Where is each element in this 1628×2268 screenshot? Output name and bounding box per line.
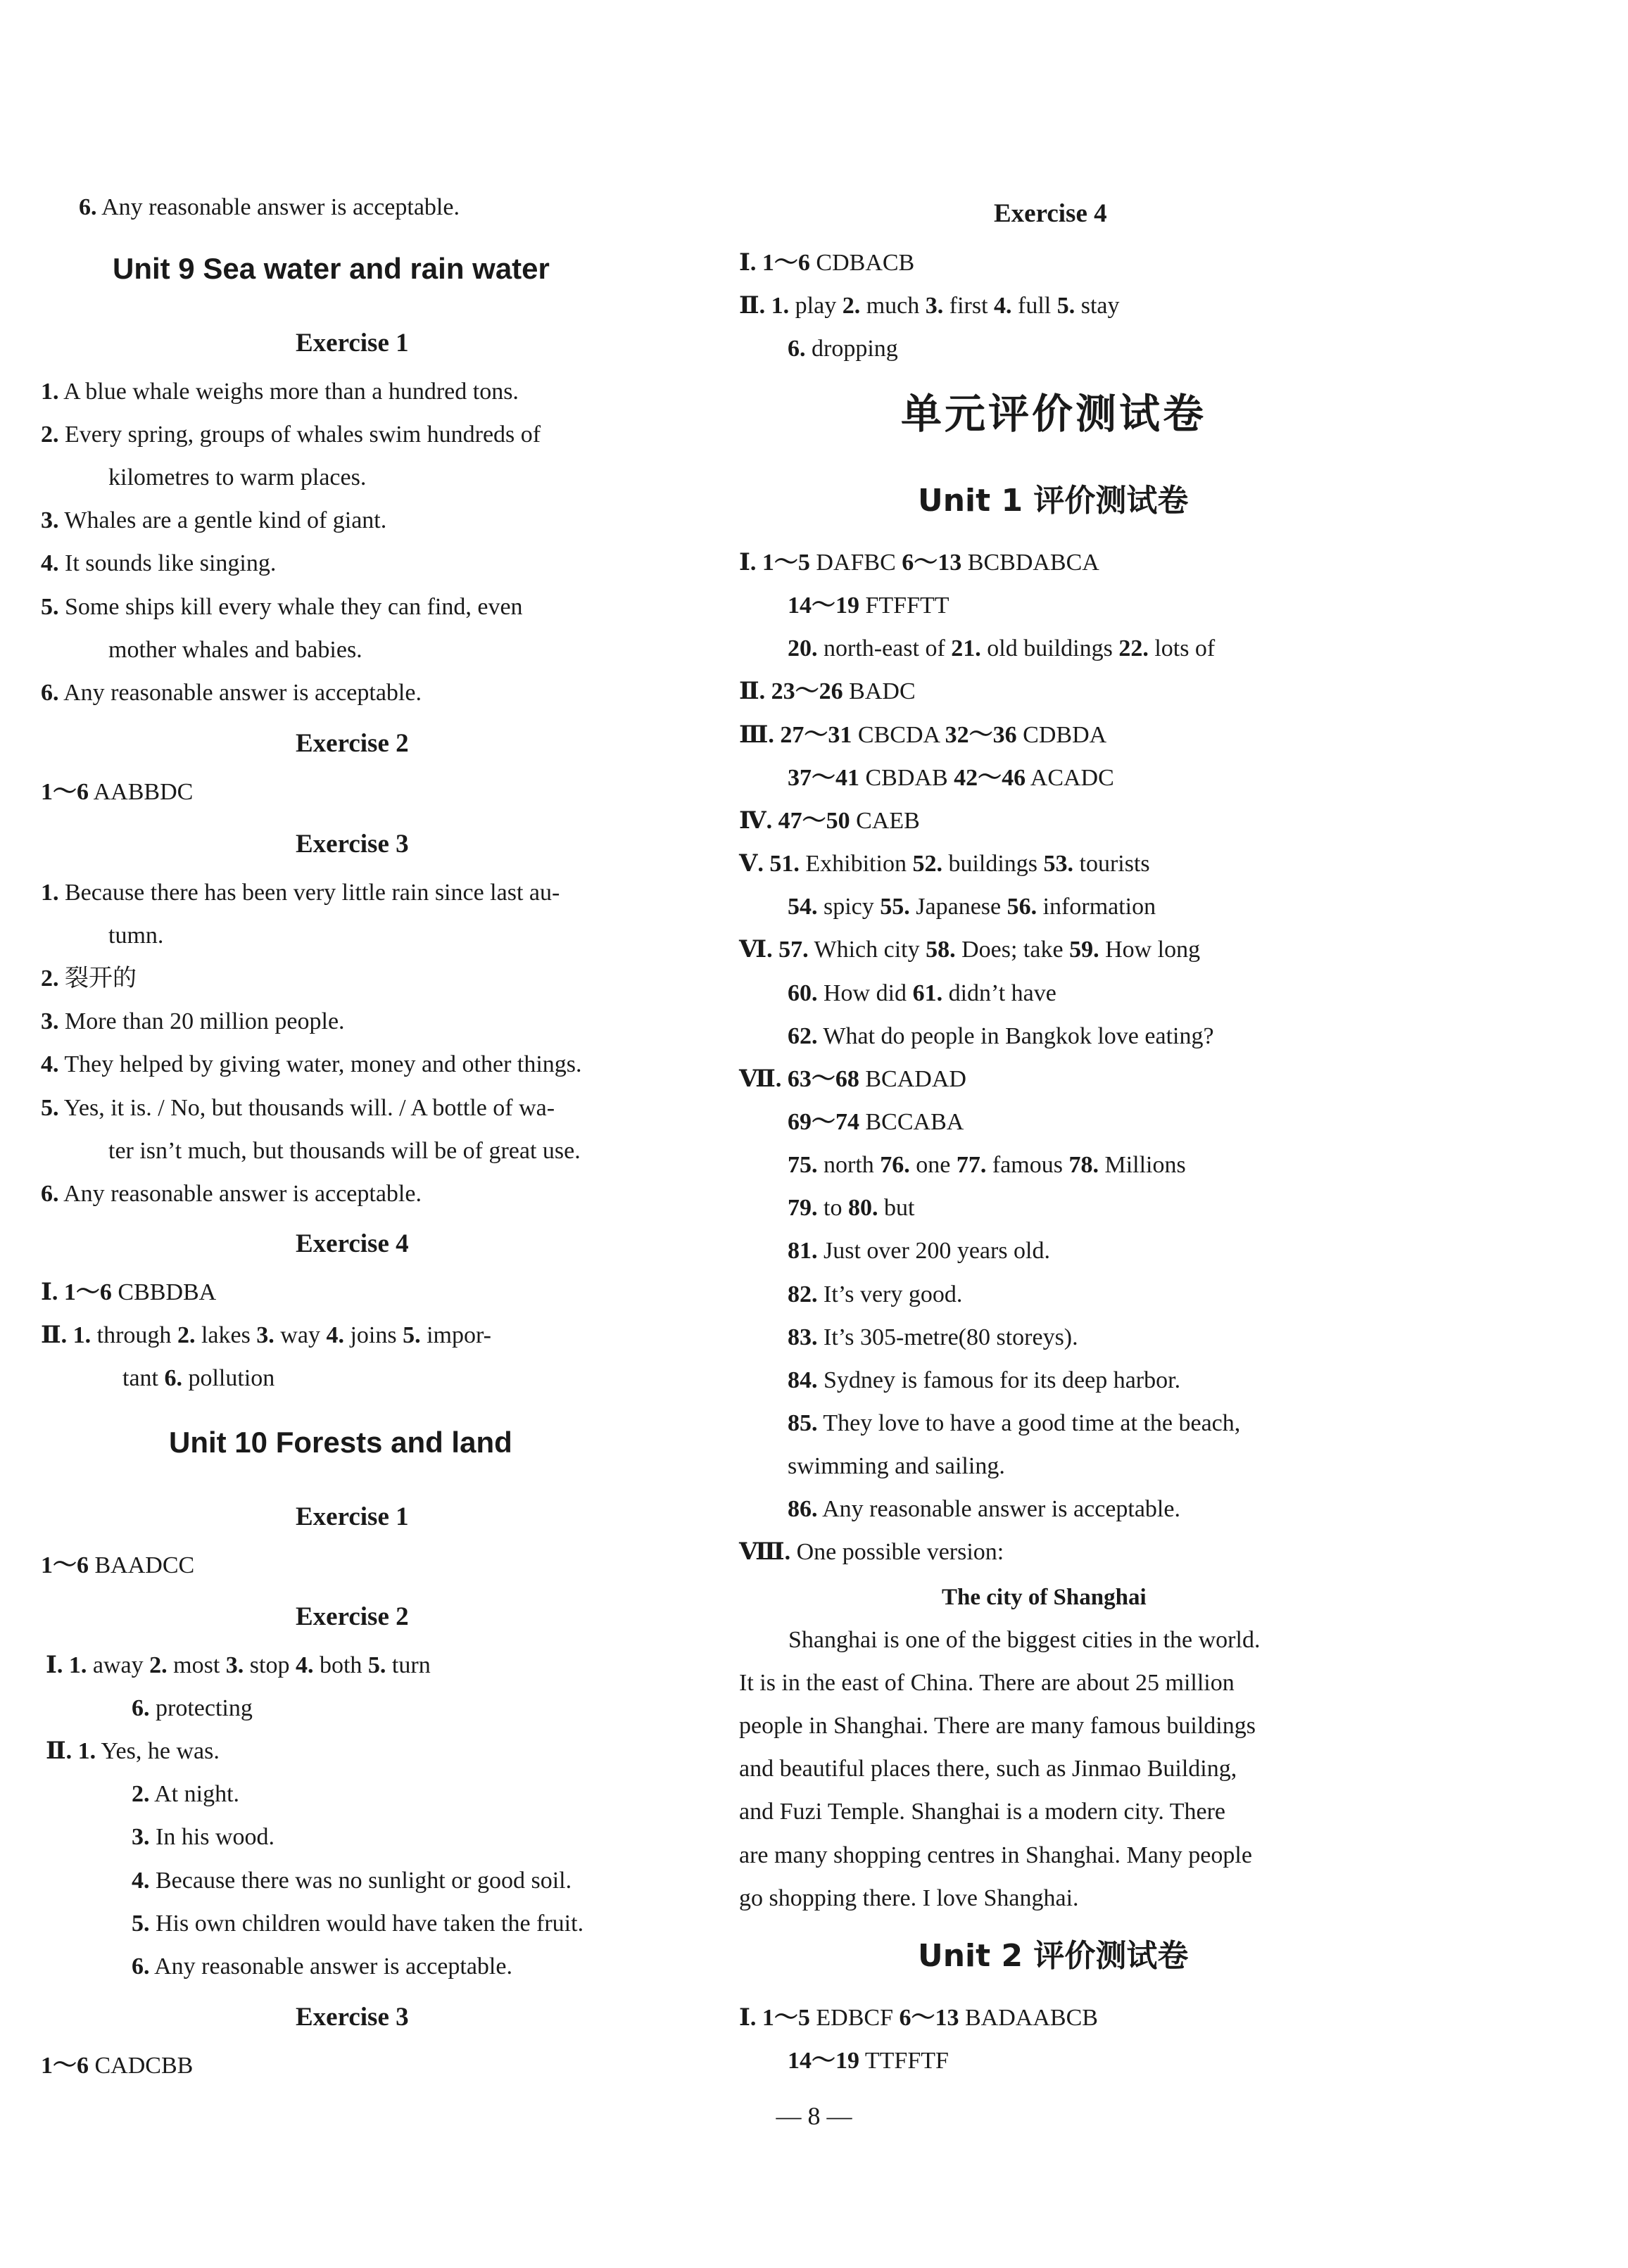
answer-text: AABBDC [89,779,194,805]
answer-line [788,1494,1180,1525]
answer-text: How did [817,980,913,1006]
answer-text: protecting [149,1695,253,1722]
item-number: 6～13 [902,550,962,576]
item-number: 6. [41,679,59,706]
item-number: 1. [41,880,59,906]
essay-line: Shanghai is one of the biggest cities in the world. [788,1627,1261,1653]
item-number: Ⅰ. 1～5 [739,2005,810,2031]
item-number: 1～6 [41,1552,89,1578]
item-number: 2. [41,422,59,448]
item-number: 1～6 [41,779,89,805]
answer-text: joins [343,1322,403,1349]
answer-line [41,1277,216,1308]
essay-line: and Fuzi Temple. Shanghai is a modern city. There [739,1799,1225,1825]
item-number: 79. [788,1195,818,1222]
item-number: 6～13 [899,2005,959,2031]
item-number: 5. [367,1652,386,1678]
item-number: 14～19 [788,2048,859,2074]
unit-1-test-title: Unit 1 评价测试卷 [918,483,1189,519]
answer-text: A blue whale weighs more than a hundred tons. [58,379,519,405]
item-number: 60. [788,980,818,1006]
answer-text: to [817,1195,848,1222]
essay-title: The city of Shanghai [942,1585,1147,1610]
answer-line [788,1365,1180,1396]
item-number: 6. [132,1953,150,1979]
answer-line [788,2046,949,2077]
item-number: 56. [1007,894,1037,920]
answer-line [41,777,193,808]
answer-text: DAFBC [809,550,902,576]
item-number: 55. [880,894,910,920]
answer-text: lots of [1148,635,1216,662]
answer-text: Because there has been very little rain since last au- [58,880,560,906]
answer-text: It’s very good. [817,1281,963,1307]
item-number: 3. [41,1008,59,1035]
answer-line [788,763,1114,794]
answer-line: ter isn’t much, but thousands will be of great use. [108,1137,581,1164]
answer-line [739,1064,966,1095]
answer-text: They helped by giving water, money and other things. [58,1051,582,1078]
answer-line [739,2003,1098,2034]
item-number: 5. [403,1322,421,1349]
answer-text: didn’t have [942,980,1056,1006]
essay-line: It is in the east of China. There are about 25 million [739,1670,1235,1697]
essay-line: are many shopping centres in Shanghai. Many people [739,1842,1252,1868]
answer-text: CAEB [850,807,920,834]
item-number: 78. [1068,1152,1099,1179]
answer-text: Some ships kill every whale they can find, even [58,593,523,620]
answer-text: In his wood. [149,1824,275,1851]
answer-line [739,720,1106,751]
answer-text: TTFFTF [859,2048,949,2074]
item-number: 6. [41,1180,59,1207]
answer-line [739,1537,1004,1568]
item-number: 1～6 [41,2053,89,2079]
answer-text: information [1037,894,1156,920]
answer-text: play [789,293,843,319]
answer-line: swimming and sailing. [788,1453,1005,1480]
answer-line [46,1650,431,1681]
essay-line: people in Shanghai. There are many famous buildings [739,1713,1256,1740]
answer-text: tant [122,1365,165,1392]
answer-text: Japanese [909,894,1007,920]
item-number: 5. [1056,293,1075,319]
answer-line [122,1363,275,1394]
answer-line [788,1236,1050,1267]
answer-text: stop [244,1652,296,1678]
exercise-title: Exercise 3 [296,830,409,859]
answer-text: It sounds like singing. [58,550,277,577]
exercise-title: Exercise 4 [296,1229,409,1258]
item-number: 3. [256,1322,275,1349]
item-number: 2. [842,293,861,319]
item-number: 3. [225,1652,244,1678]
answer-text: BCADAD [859,1065,966,1092]
answer-text: BAADCC [89,1552,195,1578]
answer-text: How long [1099,937,1201,963]
item-number: 82. [788,1281,818,1307]
item-number: 77. [956,1152,987,1179]
item-number: Ⅲ. 27～31 [739,721,852,748]
answer-line [41,878,560,908]
answer-line [739,291,1120,322]
item-number: 32～36 [945,721,1017,748]
answer-text: stay [1075,293,1120,319]
answer-line [41,678,422,709]
answer-text: CBBDBA [111,1279,217,1305]
item-number: Ⅷ. [739,1539,791,1566]
answer-text: Because there was no sunlight or good soil. [149,1867,572,1894]
answer-text: both [313,1652,368,1678]
answer-line [788,590,949,621]
answer-text: At night. [149,1781,240,1808]
item-number: 6. [164,1365,182,1392]
exercise-title: Exercise 2 [296,1602,409,1631]
item-number: 6. [132,1695,150,1722]
answer-text: turn [386,1652,431,1678]
item-number: 6. [788,336,806,362]
answer-text: BADAABCB [959,2005,1098,2031]
answer-text: Yes, it is. / No, but thousands will. / A bottle of wa- [58,1094,555,1121]
answer-text: full [1011,293,1057,319]
item-number: 1. [41,379,59,405]
item-number: 37～41 [788,764,859,791]
answer-text: away [87,1652,150,1678]
item-number: Ⅱ. 1. [41,1322,92,1349]
item-number: 4. [295,1652,314,1678]
answer-line [788,892,1156,923]
item-number: 4. [41,1051,59,1078]
answer-text: Any reasonable answer is acceptable. [96,194,460,220]
answer-text: pollution [182,1365,275,1392]
essay-line: and beautiful places there, such as Jinmao Building, [739,1756,1237,1782]
page-number: — 8 — [776,2102,852,2130]
answer-line [739,935,1200,965]
item-number: 52. [912,851,942,878]
answer-text: Yes, he was. [96,1738,220,1765]
answer-line [132,1822,275,1853]
answer-text: BADC [843,678,916,705]
item-number: 5. [132,1910,150,1937]
answer-text: CDBDA [1016,721,1107,748]
unit-9-title: Unit 9 Sea water and rain water [113,252,550,285]
answer-line [41,963,137,994]
item-number: Ⅱ. 1. [46,1738,96,1765]
item-number: Ⅱ. 1. [739,293,790,319]
item-number: 86. [788,1496,818,1523]
item-number: 2. [41,965,59,992]
answer-text: CADCBB [89,2053,194,2079]
answer-text: Any reasonable answer is acceptable. [58,1180,422,1207]
answer-text: north [817,1152,881,1179]
answer-line [41,1049,582,1080]
answer-line [41,505,386,536]
answer-text: but [878,1195,915,1222]
answer-line [132,1951,512,1982]
item-number: 6. [79,194,97,220]
answer-line [41,1320,491,1351]
item-number: 20. [788,635,818,662]
item-number: 5. [41,593,59,620]
item-number: 75. [788,1152,818,1179]
item-number: 4. [132,1867,150,1894]
item-number: Ⅰ. 1～6 [41,1279,112,1305]
answer-line [41,1550,194,1581]
answer-text: His own children would have taken the fruit. [149,1910,584,1937]
answer-line [41,1006,345,1037]
item-number: Ⅰ. 1～5 [739,550,810,576]
item-number: 61. [912,980,943,1006]
answer-text: They love to have a good time at the beach, [817,1410,1241,1436]
answer-line [788,1322,1078,1353]
answer-text: EDBCF [809,2005,900,2031]
item-number: 84. [788,1367,818,1393]
item-number: 2. [149,1652,168,1678]
answer-text: ACADC [1026,764,1114,791]
answer-text: one [909,1152,957,1179]
exercise-title: Exercise 3 [296,2003,409,2032]
answer-text: BCCABA [859,1108,964,1135]
answer-text: Whales are a gentle kind of giant. [58,507,387,534]
item-number: 4. [326,1322,344,1349]
answer-text: FTFFTT [859,593,949,619]
item-number: Ⅰ. 1. [46,1652,87,1678]
answer-text: old buildings [980,635,1119,662]
answer-line [788,978,1056,1009]
item-number: 58. [926,937,956,963]
answer-text: Sydney is famous for its deep harbor. [817,1367,1181,1393]
item-number: Ⅱ. 23～26 [739,678,843,705]
answer-text: much [860,293,926,319]
item-number: Ⅰ. 1～6 [739,250,810,276]
answer-text: lakes [195,1322,257,1349]
answer-text: dropping [805,336,898,362]
item-number: 53. [1043,851,1074,878]
exercise-title: Exercise 1 [296,1502,409,1531]
answer-text: way [274,1322,327,1349]
answer-line [41,548,276,579]
answer-line [79,192,460,223]
answer-text: tourists [1073,851,1150,878]
answer-line [788,1408,1240,1439]
answer-text: CBDAB [859,764,954,791]
item-number: 76. [880,1152,910,1179]
answer-line [41,419,541,450]
answer-text: Does; take [955,937,1070,963]
item-number: Ⅶ. 63～68 [739,1065,859,1092]
answer-line: tumn. [108,923,164,949]
answer-text: Exhibition [799,851,913,878]
answer-text: It’s 305-metre(80 storeys). [817,1324,1078,1350]
answer-line [46,1736,220,1767]
item-number: 4. [994,293,1012,319]
item-number: 2. [177,1322,196,1349]
answer-line [132,1779,239,1810]
answer-text: Which city [808,937,926,963]
answer-line [788,633,1215,664]
answer-line [41,376,519,407]
answer-line [739,676,916,707]
answer-text: Millions [1098,1152,1186,1179]
answer-line: kilometres to warm places. [108,464,367,491]
answer-line: mother whales and babies. [108,636,362,663]
item-number: Ⅳ. 47～50 [739,807,850,834]
answer-line [739,248,914,279]
answer-text: BCBDABCA [961,550,1099,576]
item-number: Ⅵ. 57. [739,937,809,963]
exercise-title: Exercise 2 [296,729,409,758]
answer-text: buildings [942,851,1044,878]
answer-text: famous [986,1152,1069,1179]
item-number: 62. [788,1022,818,1049]
item-number: 42～46 [954,764,1026,791]
essay-line: go shopping there. I love Shanghai. [739,1884,1079,1911]
item-number: 21. [951,635,981,662]
answer-line [132,1908,583,1939]
answer-line [788,1107,964,1138]
exercise-title: Exercise 1 [296,329,409,357]
answer-line [41,1093,555,1124]
answer-line [41,592,523,623]
answer-text: first [943,293,995,319]
answer-text: CBCDA [852,721,945,748]
item-number: 14～19 [788,593,859,619]
answer-text: What do people in Bangkok love eating? [817,1022,1214,1049]
answer-text: Any reasonable answer is acceptable. [58,679,422,706]
item-number: 69～74 [788,1108,859,1135]
answer-text: most [167,1652,226,1678]
item-number: 3. [925,293,944,319]
answer-text: through [91,1322,177,1349]
answer-line [41,2051,193,2082]
answer-line [41,1179,422,1210]
item-number: 80. [847,1195,878,1222]
item-number: 2. [132,1781,150,1808]
answer-line [788,1021,1214,1052]
answer-line [739,806,920,837]
answer-text: Any reasonable answer is acceptable. [149,1953,512,1979]
item-number: 81. [788,1238,818,1265]
item-number: 59. [1069,937,1099,963]
answer-text: impor- [420,1322,491,1349]
answer-text: One possible version: [790,1539,1004,1566]
item-number: 85. [788,1410,818,1436]
item-number: Ⅴ. 51. [739,851,800,878]
section-title: 单元评价测试卷 [901,390,1207,438]
answer-text: spicy [817,894,881,920]
answer-text: 裂开的 [58,965,137,992]
answer-text: More than 20 million people. [58,1008,345,1035]
answer-line [788,334,898,365]
answer-line [788,1193,914,1224]
exercise-title: Exercise 4 [994,199,1107,228]
item-number: 83. [788,1324,818,1350]
unit-10-title: Unit 10 Forests and land [169,1426,512,1459]
answer-text: Just over 200 years old. [817,1238,1051,1265]
answer-text: north-east of [817,635,952,662]
answer-line [132,1693,253,1724]
answer-line [132,1865,572,1896]
answer-text: Every spring, groups of whales swim hundreds of [58,422,541,448]
answer-text: Any reasonable answer is acceptable. [817,1496,1180,1523]
answer-text: CDBACB [809,250,915,276]
answer-line [788,1150,1186,1181]
item-number: 22. [1118,635,1149,662]
item-number: 3. [132,1824,150,1851]
item-number: 4. [41,550,59,577]
answer-line [739,547,1099,578]
item-number: 54. [788,894,818,920]
unit-2-test-title: Unit 2 评价测试卷 [918,1938,1189,1974]
item-number: 3. [41,507,59,534]
item-number: 5. [41,1094,59,1121]
answer-line [739,849,1150,880]
answer-line [788,1279,962,1310]
